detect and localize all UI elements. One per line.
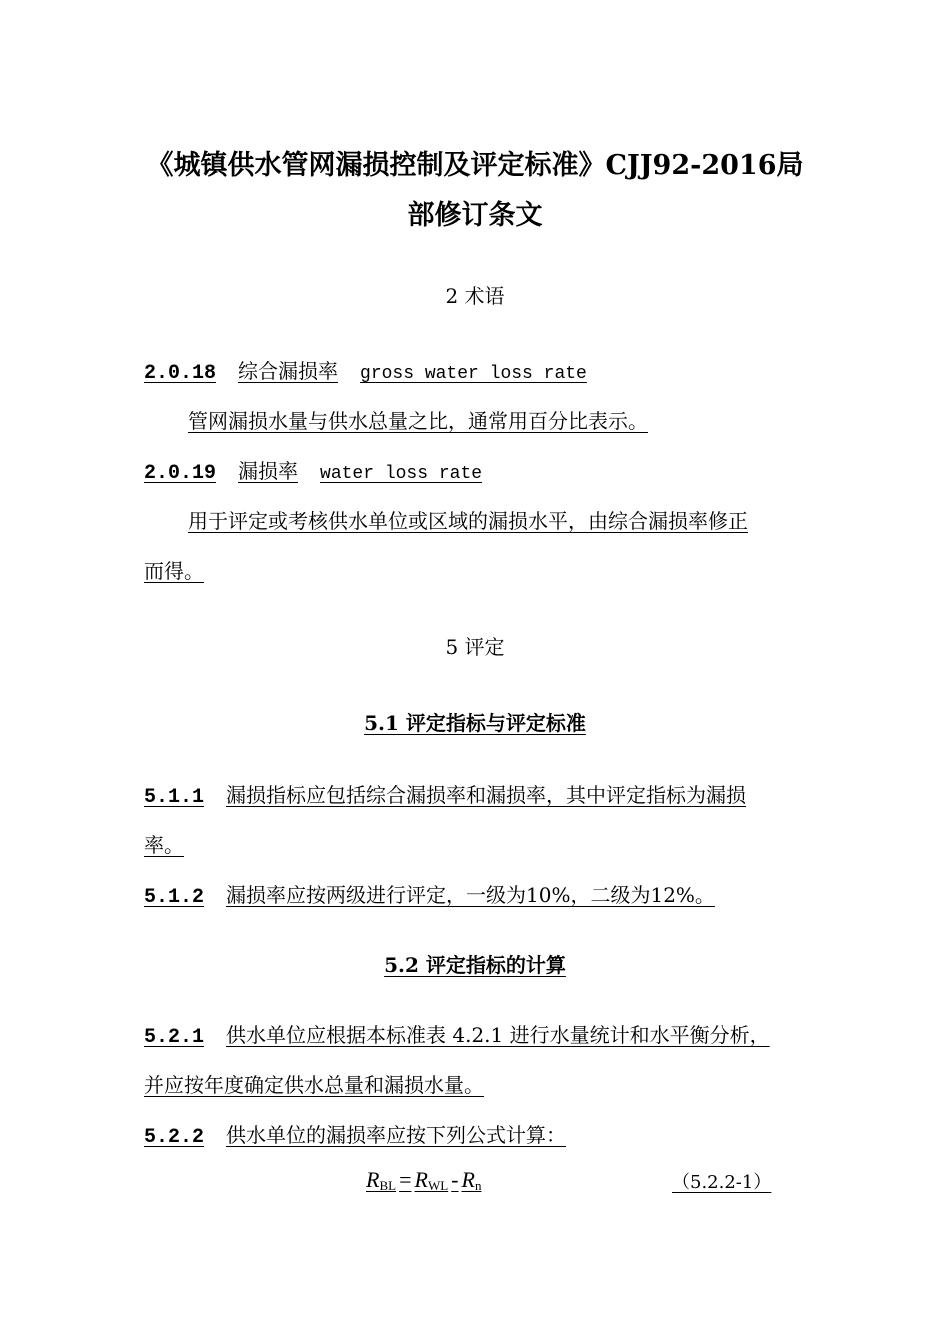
term-english: gross water loss rate xyxy=(360,364,587,384)
section-2-heading: 2 术语 xyxy=(445,284,505,308)
formula-minus: - xyxy=(451,1167,459,1192)
clause-number: 5.1.2 xyxy=(144,886,205,909)
term-2-0-18 xyxy=(144,358,587,387)
clause-number: 2.0.18 xyxy=(144,362,217,385)
definition-2-0-19-line2: 而得。 xyxy=(144,559,204,583)
term-2-0-19 xyxy=(144,458,482,487)
formula-5-2-2-1 xyxy=(366,1166,481,1200)
clause-text: 漏损率应按两级进行评定，一级为10%，二级为12%。 xyxy=(226,883,715,907)
clause-5-1-1-line1 xyxy=(144,782,746,811)
clause-text: 供水单位应根据本标准表 4.2.1 进行水量统计和水平衡分析， xyxy=(226,1023,770,1047)
clause-5-2-1-line2: 并应按年度确定供水总量和漏损水量。 xyxy=(144,1073,484,1097)
formula-term1: $R_{WL}$ xyxy=(414,1167,449,1193)
clause-5-1-2 xyxy=(144,882,715,911)
section-5-heading: 5 评定 xyxy=(445,635,505,659)
formula-lhs: $R_{BL}$ xyxy=(366,1167,397,1193)
clause-number: 5.2.1 xyxy=(144,1026,205,1049)
formula-term2: $R_n$ xyxy=(461,1167,482,1193)
subsection-5-1-heading: 5.1 评定指标与评定标准 xyxy=(364,711,586,735)
clause-text: 供水单位的漏损率应按下列公式计算： xyxy=(226,1123,567,1147)
term-chinese: 漏损率 xyxy=(238,459,299,483)
clause-5-2-1-line1 xyxy=(144,1022,770,1051)
definition-2-0-18: 管网漏损水量与供水总量之比，通常用百分比表示。 xyxy=(188,409,648,433)
clause-number: 2.0.19 xyxy=(144,462,217,485)
formula-equals: = xyxy=(399,1167,412,1192)
document-title-line1: 《城镇供水管网漏损控制及评定标准》CJJ92-2016局 xyxy=(146,150,804,181)
clause-number: 5.2.2 xyxy=(144,1126,205,1149)
clause-text: 漏损指标应包括综合漏损率和漏损率，其中评定指标为漏损 xyxy=(226,783,747,807)
term-english: water loss rate xyxy=(320,464,483,484)
term-chinese: 综合漏损率 xyxy=(238,359,339,383)
clause-5-2-2 xyxy=(144,1122,566,1151)
clause-5-1-1-line2: 率。 xyxy=(144,833,184,857)
document-title-line2: 部修订条文 xyxy=(407,200,543,231)
equation-number: （5.2.2-1） xyxy=(672,1172,772,1193)
definition-2-0-19-line1: 用于评定或考核供水单位或区域的漏损水平，由综合漏损率修正 xyxy=(188,509,748,533)
clause-number: 5.1.1 xyxy=(144,786,205,809)
subsection-5-2-heading: 5.2 评定指标的计算 xyxy=(384,953,566,977)
